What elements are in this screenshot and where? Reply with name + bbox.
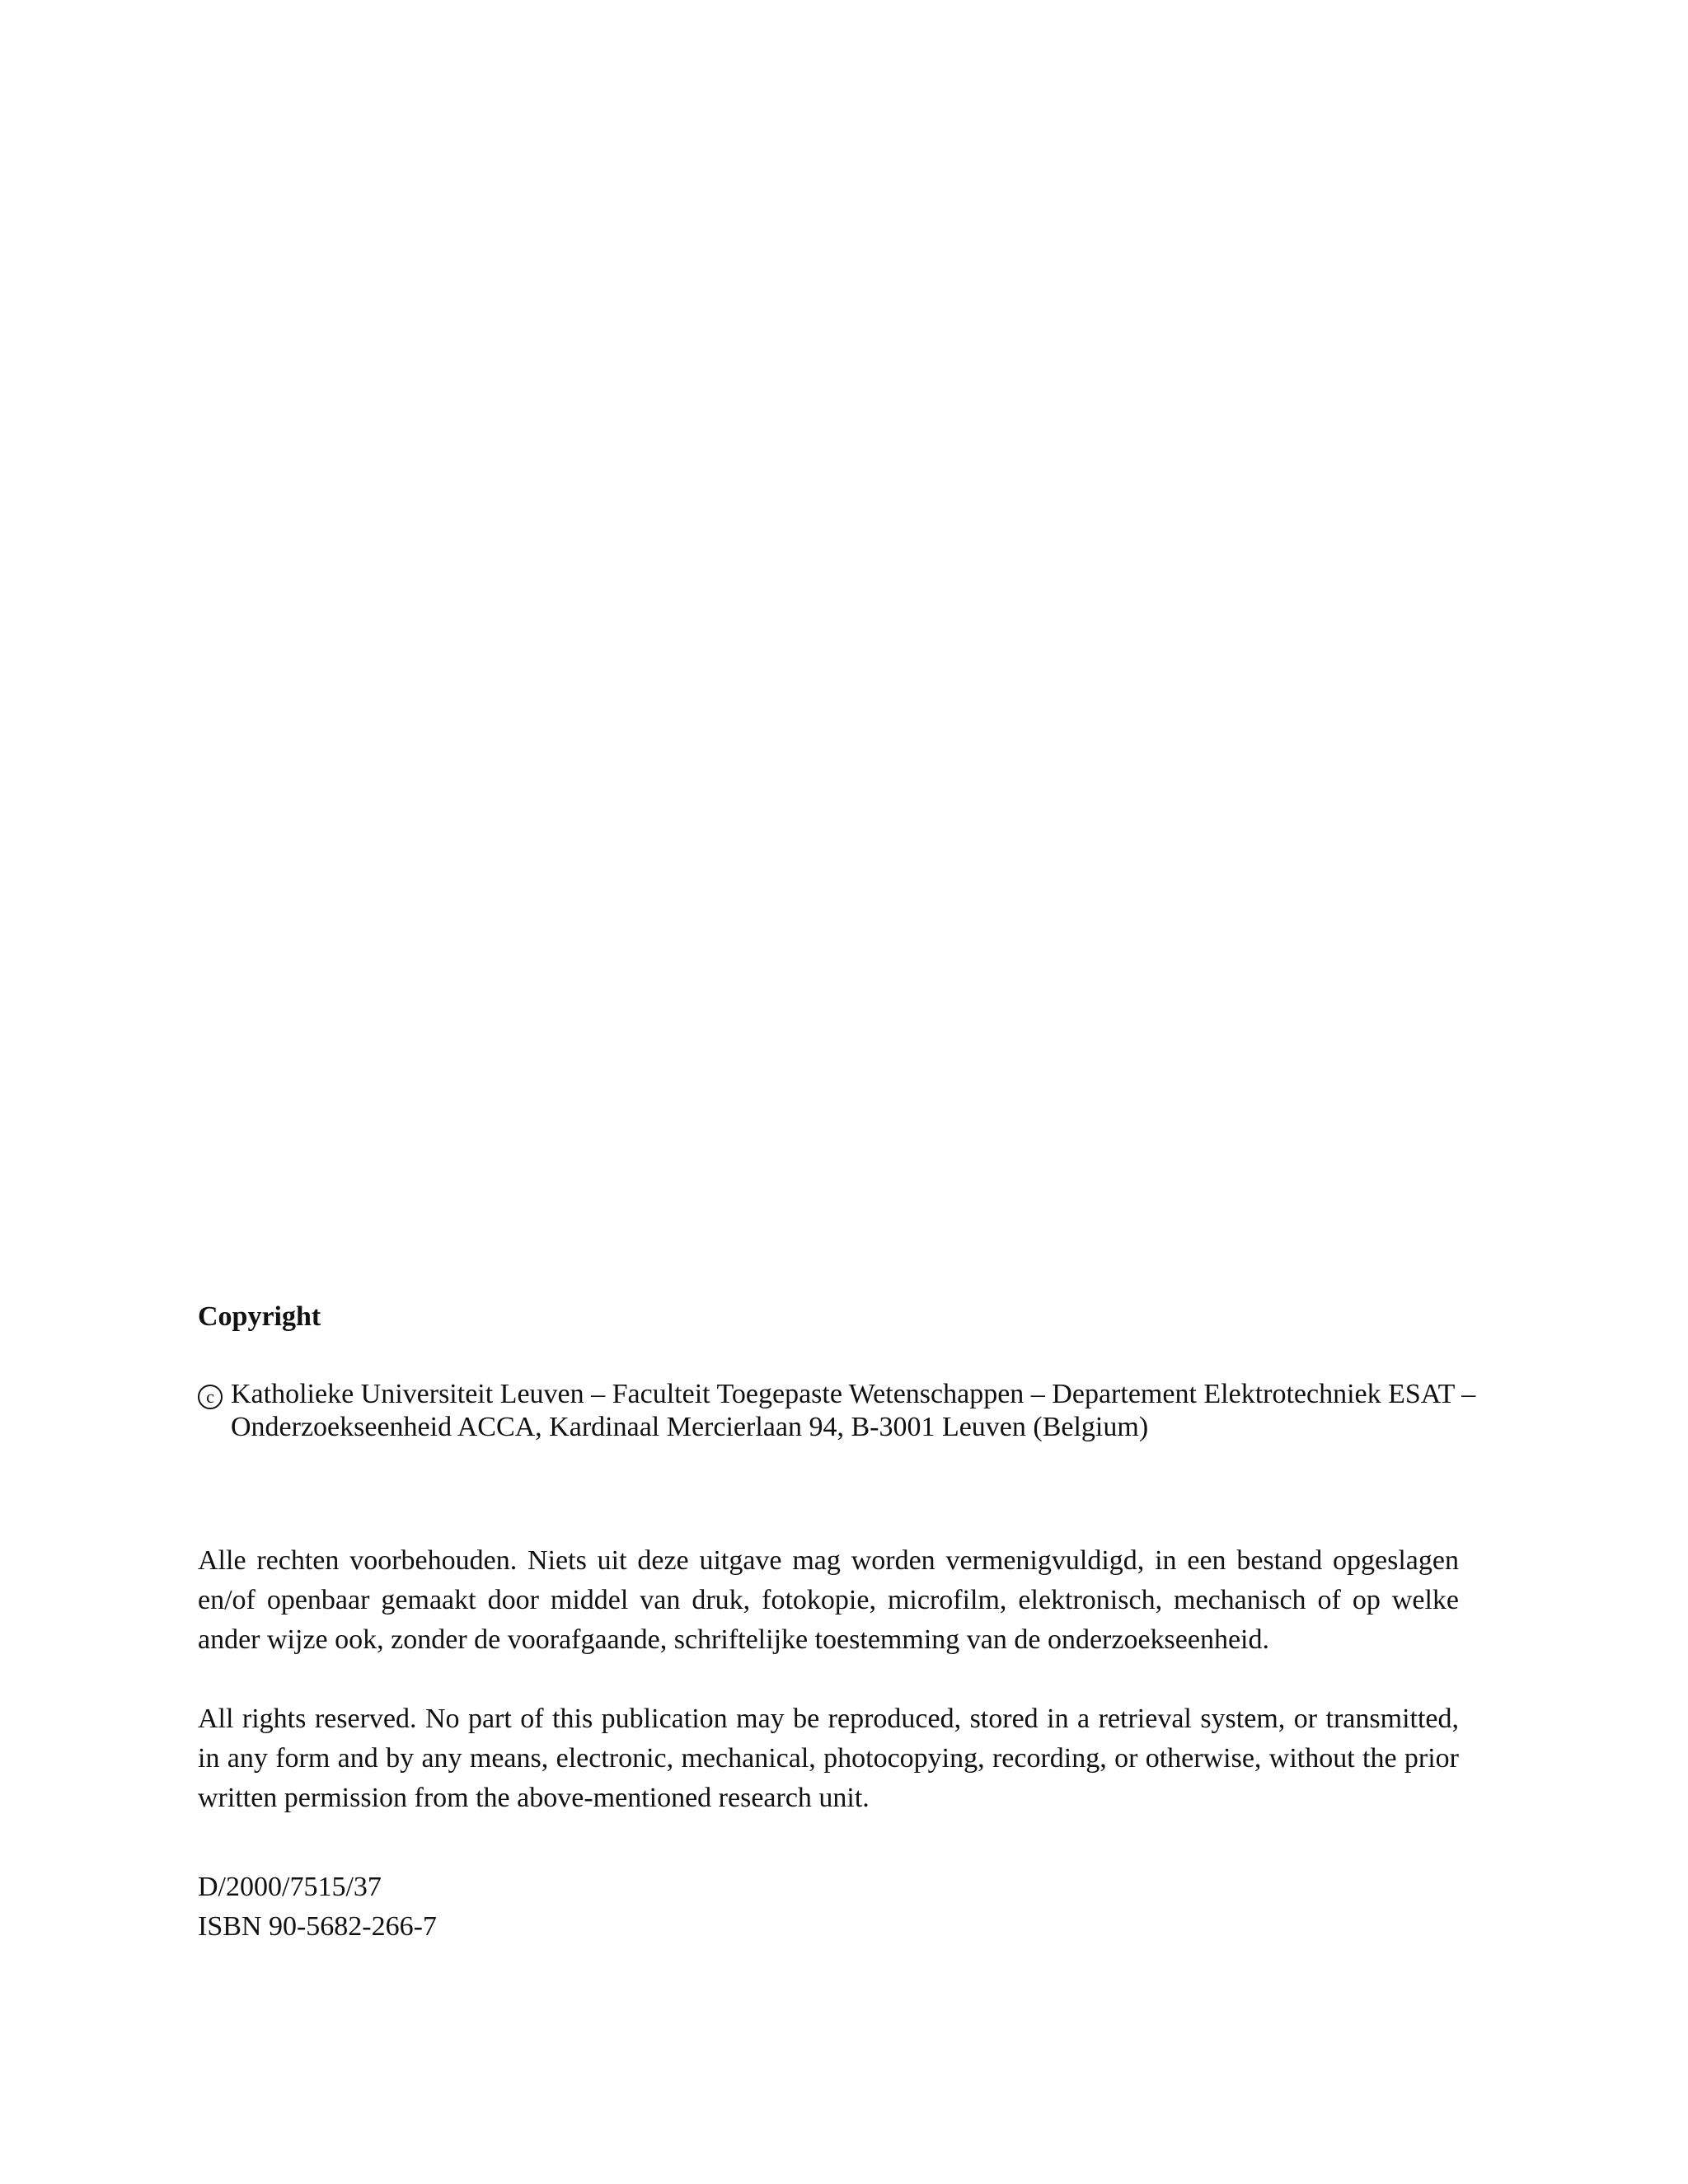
publication-identifiers bbox=[198, 1868, 1459, 1947]
copyright-owner-line-1: Katholieke Universiteit Leuven – Faculteit Toegepaste Wetenschappen – Departement Elektrotechniek ESAT – bbox=[231, 1379, 1476, 1409]
copyright-owner-text bbox=[231, 1378, 1475, 1444]
copyright-owner bbox=[198, 1378, 1476, 1444]
copyright-heading: Copyright bbox=[198, 1301, 321, 1332]
isbn-number: ISBN 90-5682-266-7 bbox=[198, 1911, 437, 1942]
deposit-number: D/2000/7515/37 bbox=[198, 1872, 382, 1902]
copyright-owner-line-2: Onderzoekseenheid ACCA, Kardinaal Mercierlaan 94, B-3001 Leuven (Belgium) bbox=[231, 1412, 1149, 1442]
rights-notice-english: All rights reserved. No part of this publication may be reproduced, stored in a retrieval system, or transmitted, in any form and by any means, electronic, mechanical, photocopying, recording, or otherwise, without the prior written permission from the above-mentioned research unit. bbox=[198, 1704, 1459, 1813]
rights-notice-dutch: Alle rechten voorbehouden. Niets uit deze uitgave mag worden vermenigvuldigd, in een bestand opgeslagen en/of openbaar gemaakt door middel van druk, fotokopie, microfilm, elektronisch, mechanisch of op welke ander wijze ook, zonder de voorafgaande, schriftelijke toestemming van de onderzoekseenheid. bbox=[198, 1545, 1459, 1655]
copyright-symbol-icon: c bbox=[198, 1385, 223, 1409]
